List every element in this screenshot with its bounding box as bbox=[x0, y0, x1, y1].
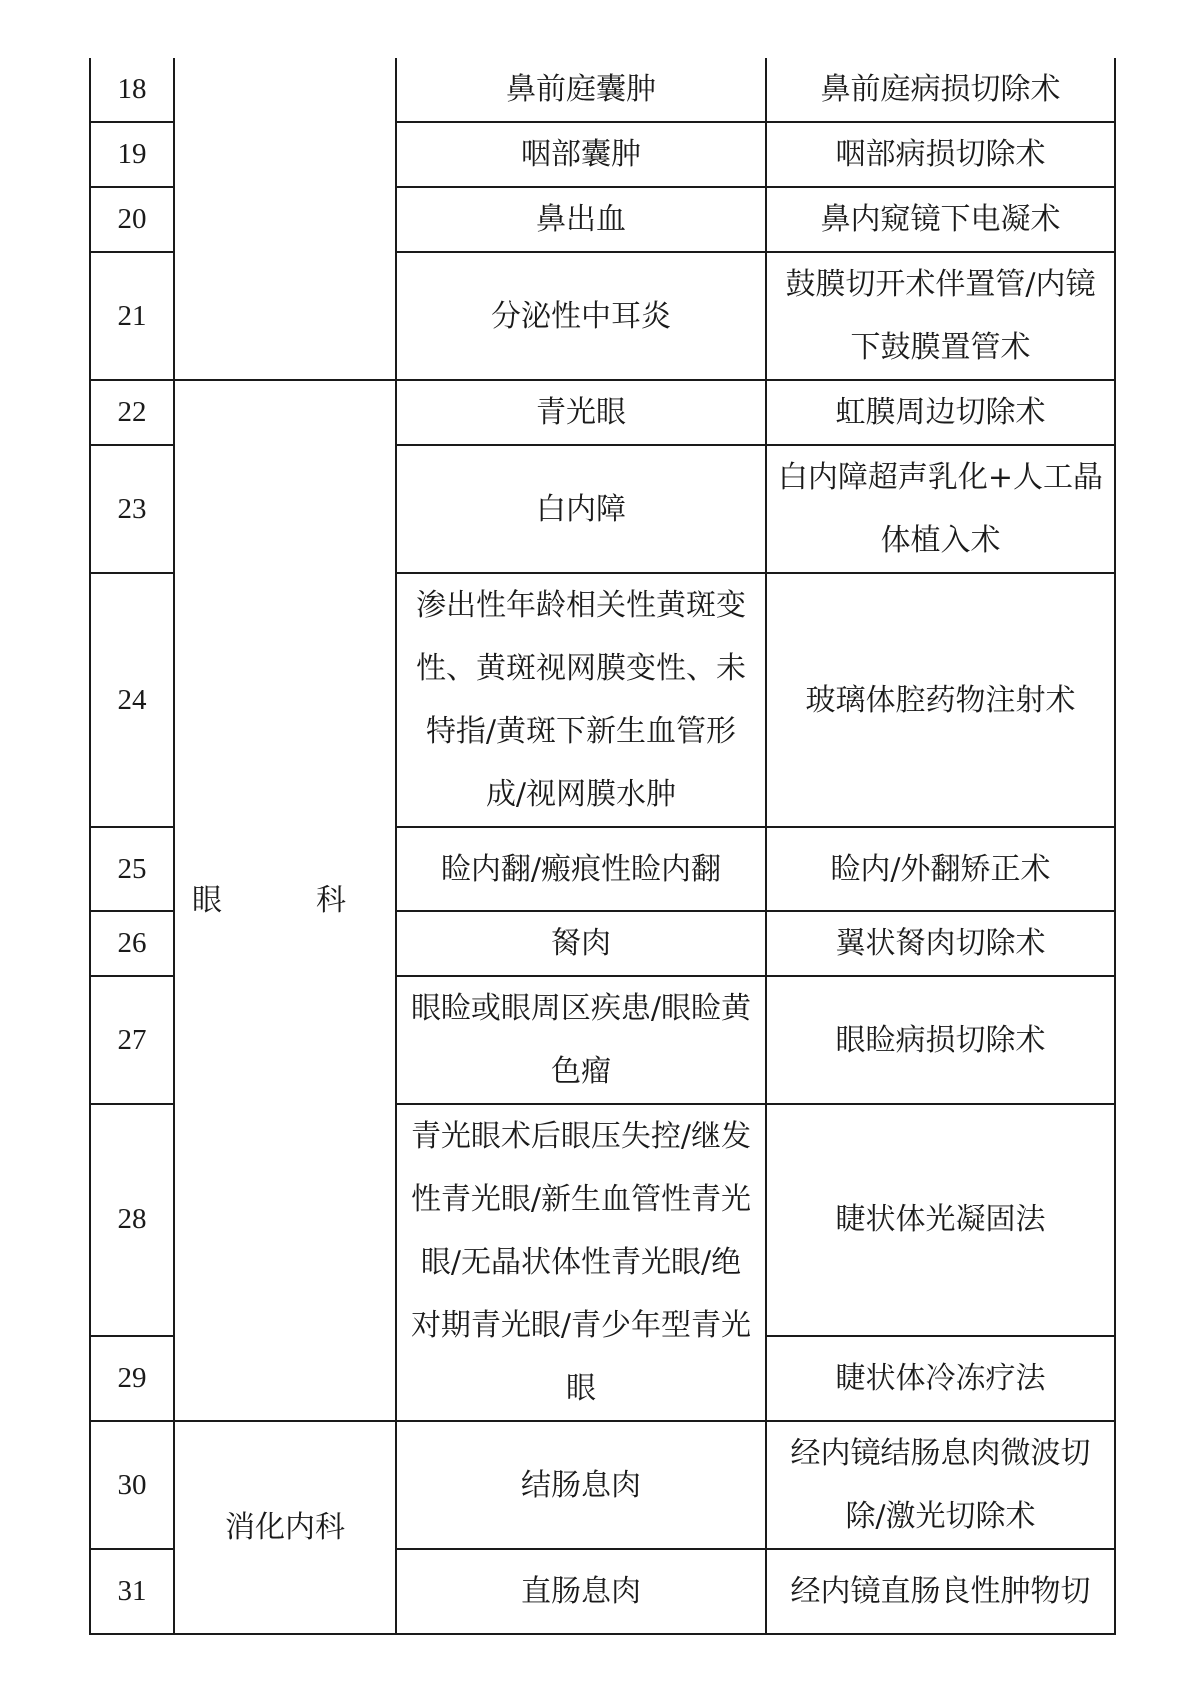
row-number: 31 bbox=[90, 1549, 174, 1634]
procedure-cell: 翼状胬肉切除术 bbox=[766, 911, 1115, 976]
department-label: 眼 科 bbox=[192, 883, 378, 918]
procedure-cell: 经内镜直肠良性肿物切 bbox=[766, 1549, 1115, 1634]
table-row bbox=[90, 1421, 1115, 1549]
procedure-cell: 白内障超声乳化+人工晶体植入术 bbox=[766, 445, 1115, 573]
table-row bbox=[90, 58, 1115, 122]
procedure-cell: 鼻前庭病损切除术 bbox=[766, 58, 1115, 122]
disease-cell: 青光眼 bbox=[396, 380, 766, 445]
disease-cell: 咽部囊肿 bbox=[396, 122, 766, 187]
disease-cell: 分泌性中耳炎 bbox=[396, 252, 766, 380]
disease-cell: 胬肉 bbox=[396, 911, 766, 976]
procedure-cell: 睫状体光凝固法 bbox=[766, 1104, 1115, 1336]
row-number: 20 bbox=[90, 187, 174, 252]
row-number: 30 bbox=[90, 1421, 174, 1549]
procedure-cell: 经内镜结肠息肉微波切除/激光切除术 bbox=[766, 1421, 1115, 1549]
department-label: 消化内科 bbox=[225, 1510, 345, 1545]
disease-cell: 眼睑或眼周区疾患/眼睑黄色瘤 bbox=[396, 976, 766, 1104]
department-cell-gastroenterology bbox=[174, 1421, 396, 1634]
row-number: 26 bbox=[90, 911, 174, 976]
procedure-cell: 玻璃体腔药物注射术 bbox=[766, 573, 1115, 827]
disease-cell: 鼻出血 bbox=[396, 187, 766, 252]
row-number: 23 bbox=[90, 445, 174, 573]
disease-cell: 青光眼术后眼压失控/继发性青光眼/新生血管性青光眼/无晶状体性青光眼/绝对期青光眼/青少年型青光眼 bbox=[396, 1104, 766, 1421]
procedure-cell: 眼睑病损切除术 bbox=[766, 976, 1115, 1104]
procedure-cell: 鼓膜切开术伴置管/内镜下鼓膜置管术 bbox=[766, 252, 1115, 380]
department-cell-ophthalmology bbox=[174, 380, 396, 1421]
row-number: 18 bbox=[90, 58, 174, 122]
procedure-table bbox=[89, 58, 1116, 1635]
table-row bbox=[90, 380, 1115, 445]
procedure-cell: 咽部病损切除术 bbox=[766, 122, 1115, 187]
disease-cell: 白内障 bbox=[396, 445, 766, 573]
procedure-cell: 虹膜周边切除术 bbox=[766, 380, 1115, 445]
row-number: 21 bbox=[90, 252, 174, 380]
department-cell-ent bbox=[174, 58, 396, 380]
disease-cell: 鼻前庭囊肿 bbox=[396, 58, 766, 122]
row-number: 25 bbox=[90, 827, 174, 911]
row-number: 28 bbox=[90, 1104, 174, 1336]
disease-cell: 渗出性年龄相关性黄斑变性、黄斑视网膜变性、未特指/黄斑下新生血管形成/视网膜水肿 bbox=[396, 573, 766, 827]
procedure-cell: 睑内/外翻矫正术 bbox=[766, 827, 1115, 911]
row-number: 19 bbox=[90, 122, 174, 187]
row-number: 22 bbox=[90, 380, 174, 445]
row-number: 29 bbox=[90, 1336, 174, 1421]
disease-cell: 结肠息肉 bbox=[396, 1421, 766, 1549]
row-number: 27 bbox=[90, 976, 174, 1104]
row-number: 24 bbox=[90, 573, 174, 827]
procedure-cell: 鼻内窥镜下电凝术 bbox=[766, 187, 1115, 252]
disease-cell: 睑内翻/瘢痕性睑内翻 bbox=[396, 827, 766, 911]
disease-cell: 直肠息肉 bbox=[396, 1549, 766, 1634]
procedure-cell: 睫状体冷冻疗法 bbox=[766, 1336, 1115, 1421]
